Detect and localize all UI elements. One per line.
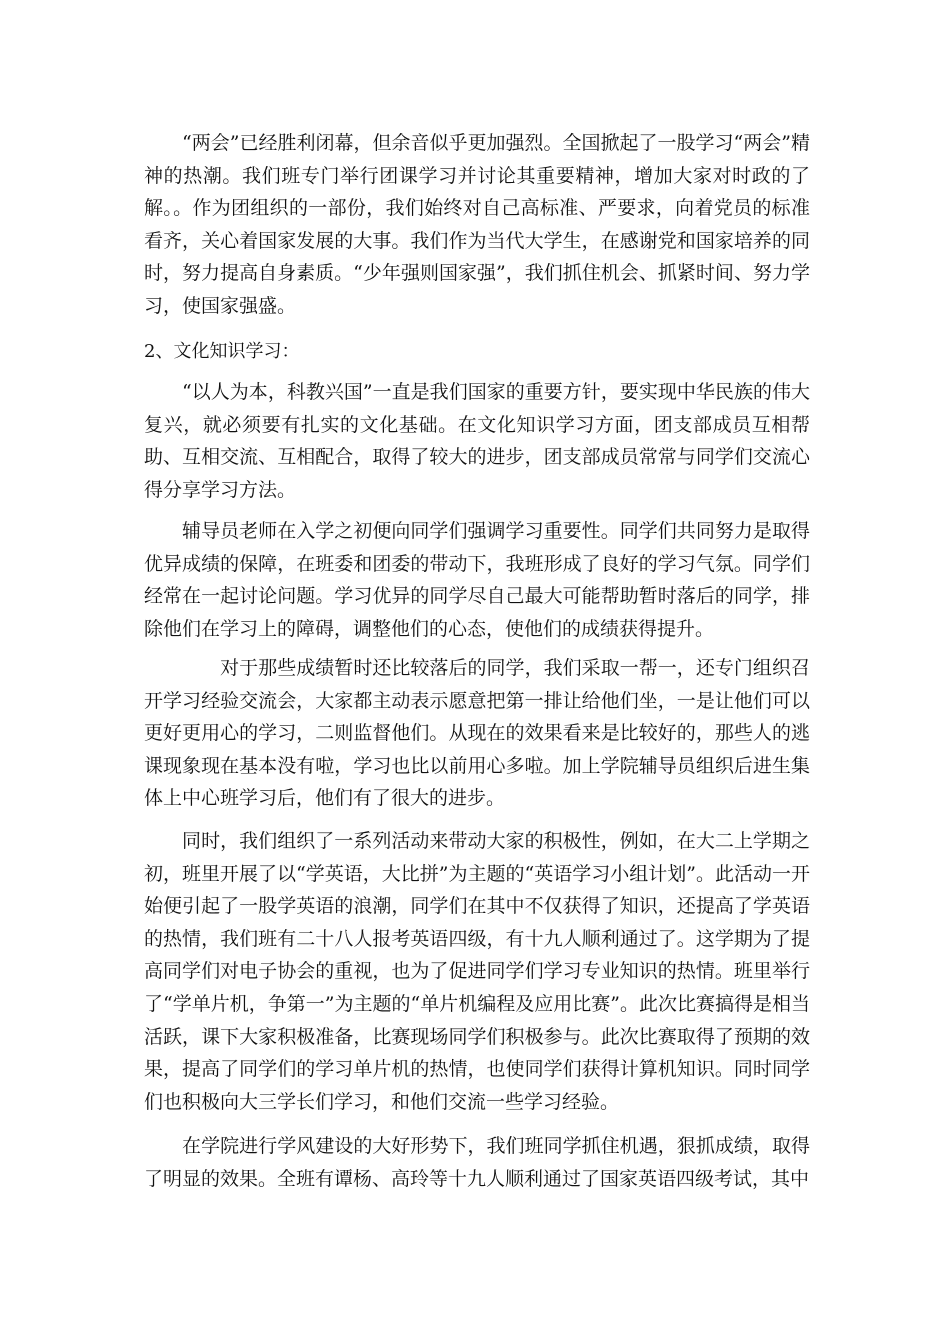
section-heading-cultural-study: 2、文化知识学习： (144, 341, 300, 362)
paragraph-lagging-students: 对于那些成绩暂时还比较落后的同学，我们采取一帮一，还专门组织召开学习经验交流会，大家都主动表示愿意把第一排让给他们坐，一是让他们可以更好更用心的学习，二则监督他们。从现在的效果看来是比较好的，那些人的逃课现象现在基本没有啦，学习也比以前用心多啦。加上学院辅导员组织后进生集体上中心班学习后，他们有了很大的进步。 (144, 657, 810, 810)
paragraph-activities: 同时，我们组织了一系列活动来带动大家的积极性，例如，在大二上学期之初，班里开展了以“学英语，大比拼”为主题的“英语学习小组计划”。此活动一开始便引起了一股学英语的浪潮，同学们在其中不仅获得了知识，还提高了学英语的热情，我们班有二十八人报考英语四级，有十九人顺利通过了。这学期为了提高同学们对电子协会的重视，也为了促进同学们学习专业知识的热情。班里举行了“学单片机，争第一”为主题的“单片机编程及应用比赛”。此次比赛搞得是相当活跃，课下大家积极准备，比赛现场同学们积极参与。此次比赛取得了预期的效果，提高了同学们的学习单片机的热情，也使同学们获得计算机知识。同时同学们也积极向大三学长们学习，和他们交流一些学习经验。 (144, 830, 810, 1113)
paragraph-two-sessions: “两会”已经胜利闭幕，但余音似乎更加强烈。全国掀起了一股学习“两会”精神的热潮。我们班专门举行团课学习并讨论其重要精神，增加大家对时政的了解。。作为团组织的一部份，我们始终对自己高标准、严要求，向着党员的标准看齐，关心着国家发展的大事。我们作为当代大学生，在感谢党和国家培养的同时，努力提高自身素质。“少年强则国家强”，我们抓住机会、抓紧时间、努力学习，使国家强盛。 (144, 132, 810, 317)
paragraph-people-oriented: “以人为本，科教兴国”一直是我们国家的重要方针，要实现中华民族的伟大复兴，就必须要有扎实的文化基础。在文化知识学习方面，团支部成员互相帮助、互相交流、互相配合，取得了较大的进步，团支部成员常常与同学们交流心得分享学习方法。 (144, 381, 810, 501)
paragraph-study-style: 在学院进行学风建设的大好形势下，我们班同学抓住机遇，狠抓成绩，取得了明显的效果。全班有谭杨、高玲等十九人顺利通过了国家英语四级考试，其中 (144, 1135, 810, 1190)
paragraph-counselor: 辅导员老师在入学之初便向同学们强调学习重要性。同学们共同努力是取得优异成绩的保障，在班委和团委的带动下，我班形成了良好的学习气氛。同学们经常在一起讨论问题。学习优异的同学尽自己最大可能帮助暂时落后的同学，排除他们在学习上的障碍，调整他们的心态，使他们的成绩获得提升。 (144, 520, 810, 640)
